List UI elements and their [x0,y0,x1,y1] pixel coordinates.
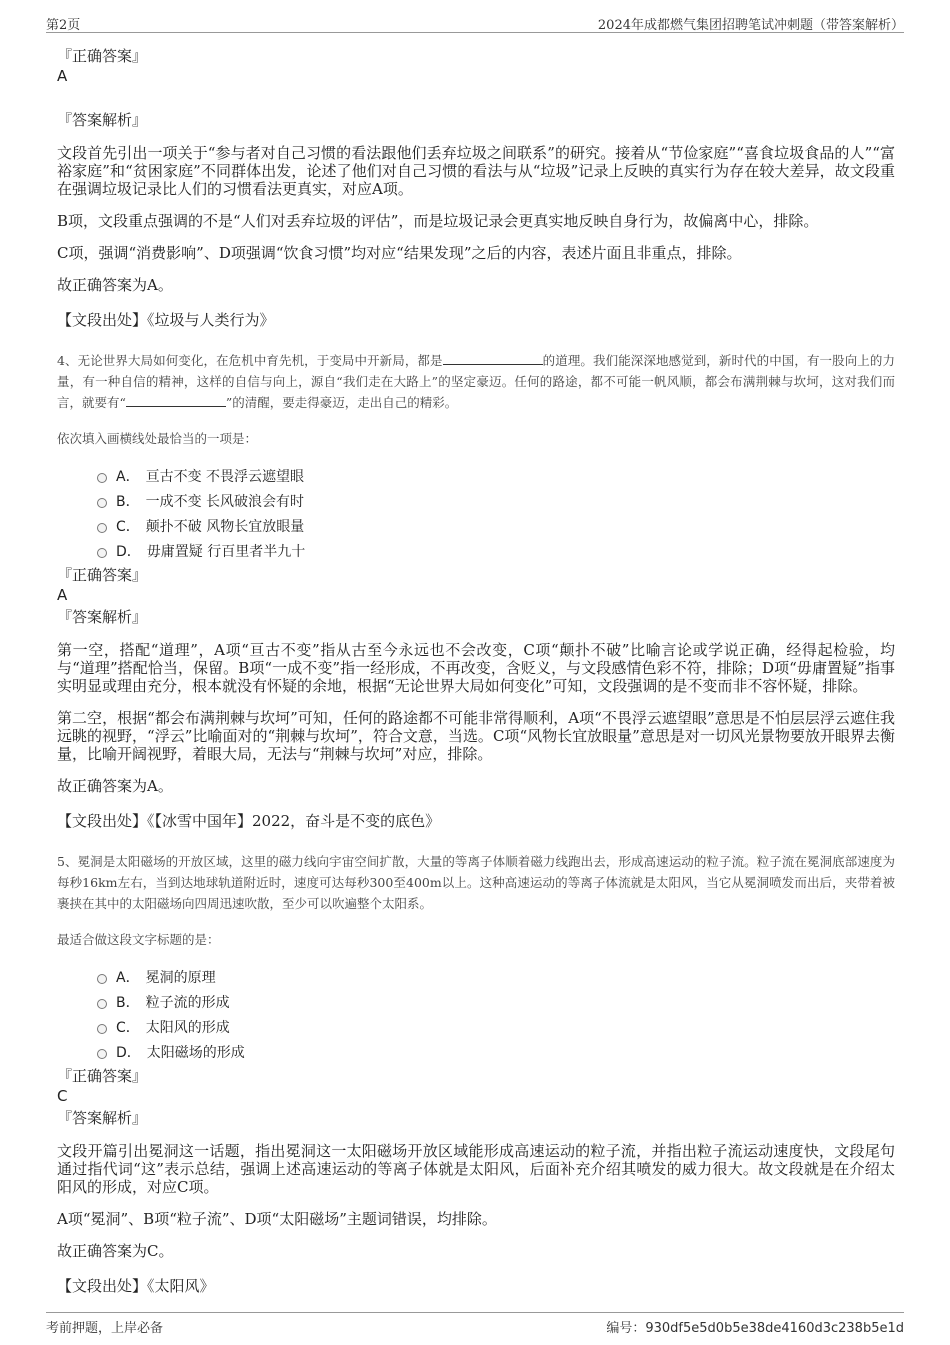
correct-answer-value: A [57,586,68,604]
option-a[interactable]: A． 冕洞的原理 [97,964,895,989]
option-b[interactable]: B． 粒子流的形成 [97,989,895,1014]
analysis-conclusion: 故正确答案为A。 [57,276,173,294]
analysis-conclusion: 故正确答案为C。 [57,1242,174,1260]
question-prompt: 依次填入画横线处最恰当的一项是： [57,431,258,446]
correct-answer-label: 『正确答案』 [57,47,148,65]
analysis-paragraph: B项，文段重点强调的不是“人们对丢弃垃圾的评估”，而是垃圾记录会更真实地反映自身行为，故偏离中心，排除。 [57,212,819,230]
option-c[interactable]: C． 颠扑不破 风物长宜放眼量 [97,513,895,538]
document-code: 编号：930df5e5d0b5e38de4160d3c238b5e1d [606,1321,904,1336]
document-title: 2024年成都燃气集团招聘笔试冲刺题（带答案解析） [597,18,904,33]
fill-blank-2 [126,392,226,407]
source-citation: 【文段出处】《太阳风》 [57,1277,215,1295]
option-c[interactable]: C． 太阳风的形成 [97,1014,895,1039]
radio-icon[interactable] [97,1024,107,1034]
analysis-paragraph: C项，强调“消费影响”、D项强调“饮食习惯”均对应“结果发现”之后的内容，表述片面且非重点，排除。 [57,244,742,262]
page-header [46,12,904,33]
option-list [97,964,895,1064]
radio-icon[interactable] [97,473,107,483]
radio-icon[interactable] [97,1049,107,1059]
question-stem: 4、无论世界大局如何变化，在危机中育先机，于变局中开新局，都是 的道理。我们能深深地感觉到，新时代的中国，有一股向上的力量，有一种自信的精神，这样的自信与向上，源自“我们走在大路上”的坚定豪迈。任何的路途，都不可能一帆风顺，都会布满荆棘与坎坷，这对我们而言，就要有“ ”的清醒，要走得豪迈，走出自己的精彩。 [57,350,895,413]
source-citation: 【文段出处】《【冰雪中国年】2022，奋斗是不变的底色》 [57,812,441,830]
page-number: 第2页 [46,18,81,33]
document-body [57,46,895,1316]
analysis-paragraph: 第二空，根据“都会布满荆棘与坎坷”可知，任何的路途都不可能非常得顺利，A项“不畏浮云遮望眼”意思是不怕层层浮云遮住我远眺的视野，“浮云”比喻面对的“荆棘与坎坷”，符合文意，当选。C项“风物长宜放眼量”意思是对一切风光景物要放开眼界去衡量，比喻开阔视野，着眼大局，无法与“荆棘与坎坷”对应，排除。 [57,709,895,763]
radio-icon[interactable] [97,498,107,508]
correct-answer-label: 『正确答案』 [57,1067,148,1085]
radio-icon[interactable] [97,523,107,533]
analysis-label: 『答案解析』 [57,111,148,129]
correct-answer-label: 『正确答案』 [57,566,148,584]
option-a[interactable]: A． 亘古不变 不畏浮云遮望眼 [97,463,895,488]
question-prompt: 最适合做这段文字标题的是： [57,932,220,947]
source-citation: 【文段出处】《垃圾与人类行为》 [57,311,275,329]
option-d[interactable]: D． 太阳磁场的形成 [97,1039,895,1064]
correct-answer-value: C [57,1087,68,1105]
footer-slogan: 考前押题，上岸必备 [46,1321,164,1336]
fill-blank-1 [443,350,543,365]
page-footer [46,1312,904,1337]
question-stem: 5、冕洞是太阳磁场的开放区域，这里的磁力线向宇宙空间扩散，大量的等离子体顺着磁力线跑出去，形成高速运动的粒子流。粒子流在冕洞底部速度为每秒16km左右，当到达地球轨道附近时，速度可达每秒300至400m以上。这种高速运动的等离子体流就是太阳风，当它从冕洞喷发而出后，夹带着被裹挟在其中的太阳磁场向四周迅速吹散，至少可以吹遍整个太阳系。 [57,854,895,911]
option-b[interactable]: B． 一成不变 长风破浪会有时 [97,488,895,513]
analysis-label: 『答案解析』 [57,608,148,626]
analysis-label: 『答案解析』 [57,1109,148,1127]
option-d[interactable]: D． 毋庸置疑 行百里者半九十 [97,538,895,563]
analysis-paragraph: 文段开篇引出冕洞这一话题，指出冕洞这一太阳磁场开放区域能形成高速运动的粒子流，并指出粒子流运动速度快，文段尾句通过指代词“这”表示总结，强调上述高速运动的等离子体就是太阳风，后面补充介绍其喷发的威力很大。故文段就是在介绍太阳风的形成，对应C项。 [57,1142,895,1196]
analysis-paragraph: 第一空，搭配“道理”，A项“亘古不变”指从古至今永远也不会改变，C项“颠扑不破”比喻言论或学说正确，经得起检验，均与“道理”搭配恰当，保留。B项“一成不变”指一经形成，不再改变，含贬义，与文段感情色彩不符，排除；D项“毋庸置疑”指事实明显或理由充分，根本就没有怀疑的余地，根据“无论世界大局如何变化”可知，文段强调的是不变而非不容怀疑，排除。 [57,641,895,695]
option-list [97,463,895,563]
radio-icon[interactable] [97,974,107,984]
analysis-conclusion: 故正确答案为A。 [57,777,173,795]
correct-answer-value: A [57,67,68,85]
analysis-paragraph: 文段首先引出一项关于“参与者对自己习惯的看法跟他们丢弃垃圾之间联系”的研究。接着从“节俭家庭”“喜食垃圾食品的人”“富裕家庭”和“贫困家庭”不同群体出发，论述了他们对自己习惯的看法与从“垃圾”记录上反映的真实行为存在较大差异，故文段重在强调垃圾记录比人们的习惯看法更真实，对应A项。 [57,144,895,198]
analysis-paragraph: A项“冕洞”、B项“粒子流”、D项“太阳磁场”主题词错误，均排除。 [57,1210,497,1228]
radio-icon[interactable] [97,548,107,558]
radio-icon[interactable] [97,999,107,1009]
